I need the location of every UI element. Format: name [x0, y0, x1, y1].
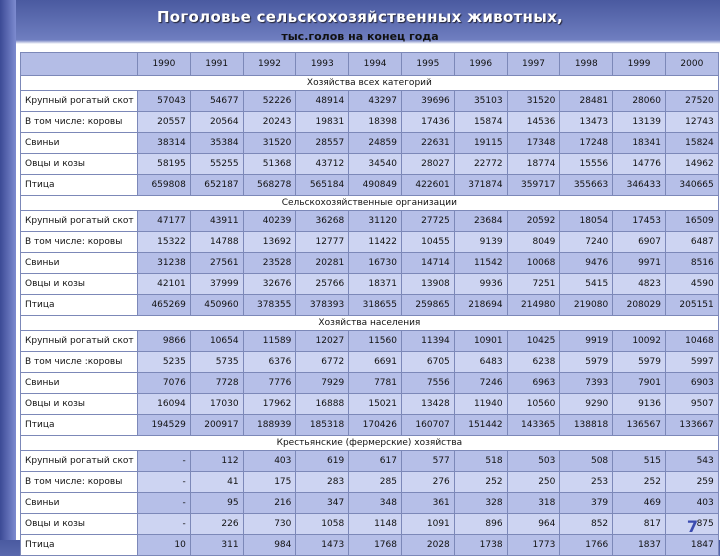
value-cell: 47177	[138, 211, 191, 232]
value-cell: 469	[613, 493, 666, 514]
value-cell: 43297	[349, 91, 402, 112]
value-cell: 14962	[665, 154, 718, 175]
value-cell: 652187	[190, 175, 243, 196]
value-cell: 817	[613, 514, 666, 535]
value-cell: 54677	[190, 91, 243, 112]
value-cell: 7929	[296, 373, 349, 394]
value-cell: 31120	[349, 211, 402, 232]
value-cell: 964	[507, 514, 560, 535]
table-row	[21, 331, 719, 352]
value-cell: 133667	[665, 415, 718, 436]
year-header: 1996	[454, 53, 507, 76]
table-row	[21, 91, 719, 112]
row-label: Овцы и козы	[21, 154, 138, 175]
value-cell: 1768	[349, 535, 402, 556]
value-cell: 35384	[190, 133, 243, 154]
value-cell: 6483	[454, 352, 507, 373]
value-cell: 218694	[454, 295, 507, 316]
value-cell: 340665	[665, 175, 718, 196]
value-cell: 9136	[613, 394, 666, 415]
year-header: 2000	[665, 53, 718, 76]
value-cell: 48914	[296, 91, 349, 112]
row-label: Крупный рогатый скот	[21, 451, 138, 472]
value-cell: 617	[349, 451, 402, 472]
table-row	[21, 112, 719, 133]
table-row	[21, 493, 719, 514]
value-cell: -	[138, 451, 191, 472]
value-cell: 136567	[613, 415, 666, 436]
table-row	[21, 211, 719, 232]
value-cell: 7776	[243, 373, 296, 394]
value-cell: -	[138, 472, 191, 493]
value-cell: 208029	[613, 295, 666, 316]
row-label: Овцы и козы	[21, 514, 138, 535]
table-row	[21, 472, 719, 493]
value-cell: 13139	[613, 112, 666, 133]
table-row	[21, 415, 719, 436]
value-cell: 1837	[613, 535, 666, 556]
value-cell: 37999	[190, 274, 243, 295]
section-heading-row	[21, 196, 719, 211]
table-row	[21, 514, 719, 535]
table-row	[21, 451, 719, 472]
value-cell: 22772	[454, 154, 507, 175]
value-cell: 138818	[560, 415, 613, 436]
value-cell: 1766	[560, 535, 613, 556]
table-row	[21, 175, 719, 196]
value-cell: 515	[613, 451, 666, 472]
value-cell: 465269	[138, 295, 191, 316]
value-cell: 359717	[507, 175, 560, 196]
value-cell: 7076	[138, 373, 191, 394]
value-cell: 20592	[507, 211, 560, 232]
row-label: Свиньи	[21, 133, 138, 154]
value-cell: 8516	[665, 253, 718, 274]
value-cell: 19115	[454, 133, 507, 154]
value-cell: 35103	[454, 91, 507, 112]
value-cell: 16509	[665, 211, 718, 232]
value-cell: -	[138, 493, 191, 514]
value-cell: 577	[401, 451, 454, 472]
value-cell: 14788	[190, 232, 243, 253]
value-cell: 6376	[243, 352, 296, 373]
value-cell: 7251	[507, 274, 560, 295]
row-label: В том числе: коровы	[21, 112, 138, 133]
value-cell: 5415	[560, 274, 613, 295]
value-cell: 896	[454, 514, 507, 535]
value-cell: 10092	[613, 331, 666, 352]
value-cell: 565184	[296, 175, 349, 196]
value-cell: 379	[560, 493, 613, 514]
value-cell: 214980	[507, 295, 560, 316]
value-cell: 20564	[190, 112, 243, 133]
table-row	[21, 535, 719, 556]
livestock-table	[20, 52, 719, 556]
value-cell: 25766	[296, 274, 349, 295]
value-cell: 7240	[560, 232, 613, 253]
value-cell: 1473	[296, 535, 349, 556]
row-label: Свиньи	[21, 373, 138, 394]
value-cell: 13428	[401, 394, 454, 415]
value-cell: 160707	[401, 415, 454, 436]
value-cell: 16730	[349, 253, 402, 274]
row-label: Птица	[21, 295, 138, 316]
page-title: Поголовье сельскохозяйственных животных,	[156, 8, 564, 26]
value-cell: 875	[665, 514, 718, 535]
value-cell: 259	[665, 472, 718, 493]
value-cell: 10455	[401, 232, 454, 253]
value-cell: 41	[190, 472, 243, 493]
value-cell: 984	[243, 535, 296, 556]
year-header: 1990	[138, 53, 191, 76]
value-cell: 371874	[454, 175, 507, 196]
value-cell: 378393	[296, 295, 349, 316]
table-row	[21, 394, 719, 415]
value-cell: 15556	[560, 154, 613, 175]
year-header: 1998	[560, 53, 613, 76]
value-cell: 19831	[296, 112, 349, 133]
value-cell: 10901	[454, 331, 507, 352]
value-cell: 31520	[507, 91, 560, 112]
year-header: 1999	[613, 53, 666, 76]
value-cell: 20557	[138, 112, 191, 133]
table-row	[21, 154, 719, 175]
value-cell: 10468	[665, 331, 718, 352]
section-heading-row	[21, 76, 719, 91]
table-row	[21, 253, 719, 274]
value-cell: 7393	[560, 373, 613, 394]
value-cell: 6238	[507, 352, 560, 373]
value-cell: 32676	[243, 274, 296, 295]
value-cell: 311	[190, 535, 243, 556]
value-cell: 28557	[296, 133, 349, 154]
year-header: 1995	[401, 53, 454, 76]
value-cell: 143365	[507, 415, 560, 436]
value-cell: 7556	[401, 373, 454, 394]
value-cell: 27520	[665, 91, 718, 112]
value-cell: 17436	[401, 112, 454, 133]
value-cell: 16094	[138, 394, 191, 415]
value-cell: 36268	[296, 211, 349, 232]
value-cell: 5979	[613, 352, 666, 373]
value-cell: 6903	[665, 373, 718, 394]
value-cell: 10	[138, 535, 191, 556]
value-cell: 253	[560, 472, 613, 493]
year-header: 1993	[296, 53, 349, 76]
value-cell: 18398	[349, 112, 402, 133]
value-cell: 730	[243, 514, 296, 535]
value-cell: 28481	[560, 91, 613, 112]
value-cell: 39696	[401, 91, 454, 112]
row-label: В том числе: коровы	[21, 472, 138, 493]
value-cell: 14776	[613, 154, 666, 175]
row-label: Овцы и козы	[21, 394, 138, 415]
value-cell: 6963	[507, 373, 560, 394]
value-cell: 9936	[454, 274, 507, 295]
value-cell: 194529	[138, 415, 191, 436]
row-label: Крупный рогатый скот	[21, 211, 138, 232]
value-cell: 285	[349, 472, 402, 493]
value-cell: 11422	[349, 232, 402, 253]
value-cell: 318	[507, 493, 560, 514]
value-cell: 1847	[665, 535, 718, 556]
page-number: 7	[686, 517, 698, 536]
value-cell: 6691	[349, 352, 402, 373]
value-cell: 328	[454, 493, 507, 514]
value-cell: 318655	[349, 295, 402, 316]
year-header-row	[21, 53, 719, 76]
value-cell: 490849	[349, 175, 402, 196]
value-cell: 2028	[401, 535, 454, 556]
value-cell: 51368	[243, 154, 296, 175]
value-cell: 5997	[665, 352, 718, 373]
year-header: 1994	[349, 53, 402, 76]
value-cell: 28027	[401, 154, 454, 175]
value-cell: 1058	[296, 514, 349, 535]
table-row	[21, 232, 719, 253]
value-cell: 23684	[454, 211, 507, 232]
value-cell: 42101	[138, 274, 191, 295]
value-cell: 7901	[613, 373, 666, 394]
row-label: Птица	[21, 535, 138, 556]
year-header: 1997	[507, 53, 560, 76]
value-cell: 10425	[507, 331, 560, 352]
value-cell: 15021	[349, 394, 402, 415]
row-label: Птица	[21, 415, 138, 436]
header-blank-cell	[21, 53, 138, 76]
value-cell: 22631	[401, 133, 454, 154]
value-cell: 568278	[243, 175, 296, 196]
value-cell: 4590	[665, 274, 718, 295]
value-cell: 11589	[243, 331, 296, 352]
value-cell: 9971	[613, 253, 666, 274]
value-cell: 403	[665, 493, 718, 514]
value-cell: 9476	[560, 253, 613, 274]
value-cell: 170426	[349, 415, 402, 436]
value-cell: 18341	[613, 133, 666, 154]
value-cell: 6907	[613, 232, 666, 253]
value-cell: 15824	[665, 133, 718, 154]
value-cell: 422601	[401, 175, 454, 196]
value-cell: 378355	[243, 295, 296, 316]
value-cell: 52226	[243, 91, 296, 112]
value-cell: 20281	[296, 253, 349, 274]
value-cell: 11394	[401, 331, 454, 352]
value-cell: 27725	[401, 211, 454, 232]
value-cell: 58195	[138, 154, 191, 175]
table-row	[21, 274, 719, 295]
value-cell: 17348	[507, 133, 560, 154]
value-cell: 5735	[190, 352, 243, 373]
value-cell: 13692	[243, 232, 296, 253]
value-cell: 31520	[243, 133, 296, 154]
table-row	[21, 133, 719, 154]
year-header: 1991	[190, 53, 243, 76]
value-cell: 283	[296, 472, 349, 493]
value-cell: 112	[190, 451, 243, 472]
value-cell: 7728	[190, 373, 243, 394]
value-cell: 1773	[507, 535, 560, 556]
value-cell: 15322	[138, 232, 191, 253]
value-cell: 9290	[560, 394, 613, 415]
value-cell: 619	[296, 451, 349, 472]
value-cell: 40239	[243, 211, 296, 232]
value-cell: 175	[243, 472, 296, 493]
value-cell: 348	[349, 493, 402, 514]
value-cell: 219080	[560, 295, 613, 316]
value-cell: 503	[507, 451, 560, 472]
value-cell: 12777	[296, 232, 349, 253]
section-heading: Хозяйства населения	[21, 316, 719, 331]
value-cell: 518	[454, 451, 507, 472]
left-decorative-bar	[0, 0, 16, 540]
value-cell: 14536	[507, 112, 560, 133]
value-cell: 355663	[560, 175, 613, 196]
value-cell: 852	[560, 514, 613, 535]
value-cell: 17453	[613, 211, 666, 232]
value-cell: 24859	[349, 133, 402, 154]
table-row	[21, 295, 719, 316]
value-cell: 9139	[454, 232, 507, 253]
value-cell: 27561	[190, 253, 243, 274]
value-cell: 5235	[138, 352, 191, 373]
value-cell: 20243	[243, 112, 296, 133]
value-cell: 17962	[243, 394, 296, 415]
value-cell: 11542	[454, 253, 507, 274]
value-cell: 4823	[613, 274, 666, 295]
value-cell: 7781	[349, 373, 402, 394]
value-cell: 18774	[507, 154, 560, 175]
value-cell: 31238	[138, 253, 191, 274]
value-cell: 28060	[613, 91, 666, 112]
row-label: Птица	[21, 175, 138, 196]
value-cell: 361	[401, 493, 454, 514]
row-label: Крупный рогатый скот	[21, 91, 138, 112]
value-cell: 347	[296, 493, 349, 514]
value-cell: 250	[507, 472, 560, 493]
value-cell: 6772	[296, 352, 349, 373]
value-cell: -	[138, 514, 191, 535]
value-cell: 10560	[507, 394, 560, 415]
value-cell: 17248	[560, 133, 613, 154]
value-cell: 38314	[138, 133, 191, 154]
row-label: Овцы и козы	[21, 274, 138, 295]
value-cell: 5979	[560, 352, 613, 373]
value-cell: 18371	[349, 274, 402, 295]
value-cell: 18054	[560, 211, 613, 232]
value-cell: 185318	[296, 415, 349, 436]
value-cell: 12743	[665, 112, 718, 133]
section-heading-row	[21, 316, 719, 331]
value-cell: 450960	[190, 295, 243, 316]
value-cell: 346433	[613, 175, 666, 196]
value-cell: 17030	[190, 394, 243, 415]
value-cell: 205151	[665, 295, 718, 316]
value-cell: 12027	[296, 331, 349, 352]
value-cell: 11940	[454, 394, 507, 415]
row-label: Свиньи	[21, 253, 138, 274]
value-cell: 9507	[665, 394, 718, 415]
value-cell: 57043	[138, 91, 191, 112]
row-label: Крупный рогатый скот	[21, 331, 138, 352]
value-cell: 259865	[401, 295, 454, 316]
value-cell: 1091	[401, 514, 454, 535]
year-header: 1992	[243, 53, 296, 76]
value-cell: 200917	[190, 415, 243, 436]
row-label: Свиньи	[21, 493, 138, 514]
value-cell: 15874	[454, 112, 507, 133]
value-cell: 23528	[243, 253, 296, 274]
value-cell: 10654	[190, 331, 243, 352]
value-cell: 43911	[190, 211, 243, 232]
row-label: В том числе: коровы	[21, 232, 138, 253]
page-subtitle: тыс.голов на конец года	[281, 30, 439, 43]
value-cell: 226	[190, 514, 243, 535]
value-cell: 508	[560, 451, 613, 472]
section-heading: Крестьянские (фермерские) хозяйства	[21, 436, 719, 451]
section-heading-row	[21, 436, 719, 451]
table-row	[21, 373, 719, 394]
value-cell: 55255	[190, 154, 243, 175]
value-cell: 7246	[454, 373, 507, 394]
value-cell: 252	[613, 472, 666, 493]
section-heading: Сельскохозяйственные организации	[21, 196, 719, 211]
value-cell: 43712	[296, 154, 349, 175]
value-cell: 216	[243, 493, 296, 514]
value-cell: 9866	[138, 331, 191, 352]
value-cell: 1738	[454, 535, 507, 556]
value-cell: 1148	[349, 514, 402, 535]
value-cell: 6705	[401, 352, 454, 373]
value-cell: 252	[454, 472, 507, 493]
value-cell: 34540	[349, 154, 402, 175]
value-cell: 95	[190, 493, 243, 514]
value-cell: 659808	[138, 175, 191, 196]
section-heading: Хозяйства всех категорий	[21, 76, 719, 91]
value-cell: 16888	[296, 394, 349, 415]
value-cell: 6487	[665, 232, 718, 253]
value-cell: 188939	[243, 415, 296, 436]
value-cell: 11560	[349, 331, 402, 352]
value-cell: 151442	[454, 415, 507, 436]
value-cell: 403	[243, 451, 296, 472]
value-cell: 14714	[401, 253, 454, 274]
table-row	[21, 352, 719, 373]
value-cell: 10068	[507, 253, 560, 274]
value-cell: 9919	[560, 331, 613, 352]
value-cell: 13473	[560, 112, 613, 133]
row-label: В том числе :коровы	[21, 352, 138, 373]
value-cell: 8049	[507, 232, 560, 253]
value-cell: 276	[401, 472, 454, 493]
value-cell: 543	[665, 451, 718, 472]
value-cell: 13908	[401, 274, 454, 295]
